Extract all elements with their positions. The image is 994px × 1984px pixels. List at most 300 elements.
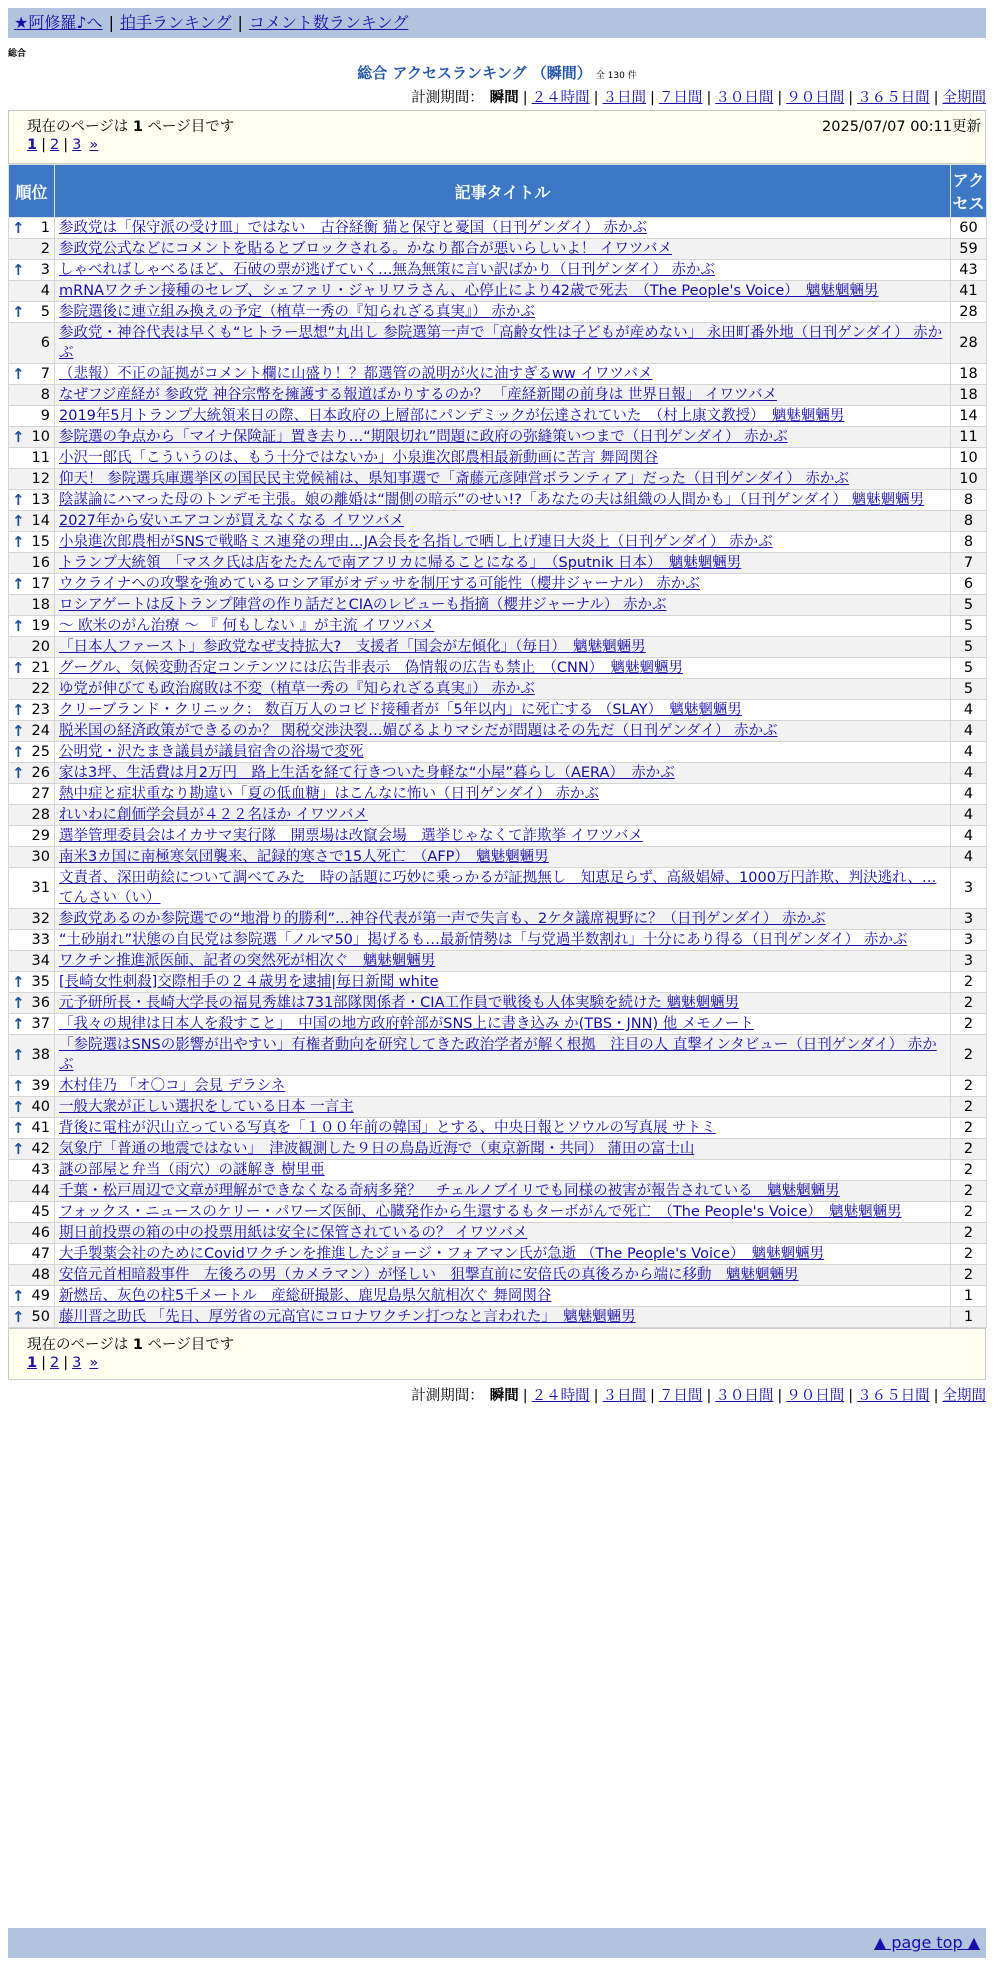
- article-link[interactable]: 気象庁「普通の地震ではない」 津波観測した９日の鳥島近海で（東京新聞・共同） 蒲田の富士山: [59, 1141, 695, 1157]
- access-header: アクセス: [951, 165, 987, 218]
- rank-header: 順位: [9, 165, 55, 218]
- rank-cell: [9, 1307, 55, 1328]
- title-cell: [55, 721, 951, 742]
- access-count: 28: [951, 323, 987, 364]
- access-count: 14: [951, 406, 987, 427]
- rank-up-arrow-icon: ↑: [12, 365, 25, 383]
- article-link[interactable]: 参政党・神谷代表は早くも“ヒトラー思想”丸出し 参院選第一声で「高齢女性は子どもが産めない」 永田町番外地（日刊ゲンダイ） 赤かぶ: [59, 325, 943, 361]
- rank-number: 13: [31, 492, 50, 508]
- article-link[interactable]: 脱米国の経済政策ができるのか？ 関税交渉決裂…媚びるよりマシだが問題はその先だ（日刊ゲンダイ） 赤かぶ: [59, 723, 778, 739]
- title-cell: [55, 364, 951, 385]
- rank-number: 40: [31, 1099, 50, 1115]
- rank-up-arrow-icon: ↑: [12, 261, 25, 279]
- rank-cell: [9, 847, 55, 868]
- table-row: [9, 1244, 987, 1265]
- article-link[interactable]: ～ 欧米のがん治療 ～ 『 何もしない 』が主流 イワツバメ: [59, 618, 435, 634]
- table-row: [9, 1223, 987, 1244]
- article-link[interactable]: [長崎女性刺殺]交際相手の２４歳男を逮捕|毎日新聞 white: [59, 974, 439, 990]
- access-count: 2: [951, 1118, 987, 1139]
- article-link[interactable]: 家は3坪、生活費は月2万円 路上生活を経て行きついた身軽な“小屋”暮らし（AERA） 赤かぶ: [59, 765, 675, 781]
- applause-ranking-link[interactable]: 拍手ランキング: [119, 13, 232, 32]
- next-page-link[interactable]: »: [89, 137, 99, 153]
- title-cell: [55, 847, 951, 868]
- page-link-current[interactable]: 1: [27, 1355, 38, 1371]
- title-cell: [55, 700, 951, 721]
- rank-number: 33: [31, 932, 50, 948]
- table-row: [9, 553, 987, 574]
- title-cell: [55, 1035, 951, 1076]
- access-count: 5: [951, 637, 987, 658]
- page-link-2[interactable]: 2: [49, 1355, 60, 1371]
- access-count: 2: [951, 1035, 987, 1076]
- article-link[interactable]: ウクライナへの攻撃を強めているロシア軍がオデッサを制圧する可能性（櫻井ジャーナル） 赤かぶ: [59, 576, 700, 592]
- title-cell: [55, 1286, 951, 1307]
- title-cell: [55, 1181, 951, 1202]
- article-link[interactable]: 「参院選はSNSの影響が出やすい」有権者動向を研究してきた政治学者が解く根拠 注目の人 直撃インタビュー（日刊ゲンダイ） 赤かぶ: [59, 1037, 937, 1073]
- title-cell: [55, 868, 951, 909]
- rank-number: 49: [31, 1288, 50, 1304]
- article-link[interactable]: しゃべればしゃべるほど、石破の票が逃げていく…無為無策に言い訳ばかり（日刊ゲンダイ） 赤かぶ: [59, 262, 715, 278]
- access-count: 18: [951, 385, 987, 406]
- nav-separator: |: [108, 13, 114, 32]
- article-link[interactable]: 南米3カ国に南極寒気団襲来、記録的寒さで15人死亡 （AFP） 魑魅魍魎男: [59, 849, 549, 865]
- table-row: [9, 260, 987, 281]
- rank-cell: [9, 805, 55, 826]
- rank-number: 2: [40, 241, 50, 257]
- access-count: 8: [951, 511, 987, 532]
- table-row: [9, 1160, 987, 1181]
- table-row: [9, 511, 987, 532]
- rank-cell: [9, 1076, 55, 1097]
- rank-number: 43: [31, 1162, 50, 1178]
- access-count: 10: [951, 469, 987, 490]
- access-count: 41: [951, 281, 987, 302]
- period-current: 瞬間: [489, 1388, 519, 1404]
- table-row: [9, 1265, 987, 1286]
- updated-timestamp: 2025/07/07 00:11更新: [822, 119, 981, 135]
- table-row: [9, 218, 987, 239]
- table-row: [9, 239, 987, 260]
- access-count: 2: [951, 1223, 987, 1244]
- access-count: 1: [951, 1286, 987, 1307]
- rank-up-arrow-icon: ↑: [12, 743, 25, 761]
- page-link-3[interactable]: 3: [72, 137, 82, 153]
- rank-cell: [9, 763, 55, 784]
- table-row: [9, 742, 987, 763]
- period-link-24h[interactable]: ２４時間: [531, 1388, 590, 1404]
- article-link[interactable]: 熱中症と症状重なり勘違い「夏の低血糖」はこんなに怖い（日刊ゲンダイ） 赤かぶ: [59, 786, 599, 802]
- rank-cell: [9, 951, 55, 972]
- rank-number: 36: [31, 995, 50, 1011]
- rank-number: 39: [31, 1078, 50, 1094]
- access-count: 2: [951, 1202, 987, 1223]
- period-link-all[interactable]: 全期間: [942, 90, 986, 106]
- table-row: [9, 784, 987, 805]
- access-count: 10: [951, 448, 987, 469]
- article-link[interactable]: 千葉・松戸周辺で文章が理解ができなくなる奇病多発？ チェルノブイリでも同様の被害が報告されている 魑魅魍魎男: [59, 1183, 840, 1199]
- rank-number: 5: [40, 304, 50, 320]
- access-count: 3: [951, 909, 987, 930]
- article-link[interactable]: 藤川晋之助氏 「先日、厚労省の元高官にコロナワクチン打つなと言われた」 魑魅魍魎男: [59, 1309, 636, 1325]
- article-link[interactable]: 背後に電柱が沢山立っている写真を「１００年前の韓国」とする、中央日報とソウルの写真展 サトミ: [59, 1120, 716, 1136]
- access-count: 4: [951, 805, 987, 826]
- rank-number: 23: [31, 702, 50, 718]
- rank-number: 26: [31, 765, 50, 781]
- article-link[interactable]: 選挙管理委員会はイカサマ実行隊 開票場は改竄会場 選挙じゃなくて詐欺挙 イワツバメ: [59, 828, 643, 844]
- rank-cell: [9, 1139, 55, 1160]
- top-navigation-bar: [8, 8, 986, 38]
- rank-number: 6: [40, 335, 50, 351]
- access-count: 2: [951, 1139, 987, 1160]
- article-link[interactable]: 参政党あるのか参院選での“地滑り的勝利”…神谷代表が第一声で失言も、2ケタ議席視野に？（日刊ゲンダイ） 赤かぶ: [59, 911, 826, 927]
- period-link-365d[interactable]: ３６５日間: [857, 90, 930, 106]
- article-link[interactable]: （悲報）不正の証拠がコメント欄に山盛り！？都選管の説明が火に油すぎるww イワツバメ: [59, 366, 653, 382]
- title-cell: [55, 784, 951, 805]
- rank-number: 10: [31, 429, 50, 445]
- comment-ranking-link[interactable]: コメント数ランキング: [248, 13, 409, 32]
- pagination-box-top: [8, 110, 986, 164]
- rank-up-arrow-icon: ↑: [12, 1119, 25, 1137]
- access-count: 2: [951, 1265, 987, 1286]
- table-row: [9, 1014, 987, 1035]
- title-cell: [55, 448, 951, 469]
- rank-cell: [9, 553, 55, 574]
- period-selector-bottom: 計測期間： 瞬間 | ２４時間 | ３日間 | ７日間 | ３０日間 | ９０日間 | ３６５日間 | 全期間: [411, 1388, 986, 1404]
- rank-cell: [9, 385, 55, 406]
- article-link[interactable]: 参院選後に連立組み換えの予定（植草一秀の『知られざる真実』） 赤かぶ: [59, 304, 535, 320]
- rank-up-arrow-icon: ↑: [12, 1077, 25, 1095]
- article-link[interactable]: 参政党公式などにコメントを貼るとブロックされる。かなり都合が悪いらしいよ！ イワツバメ: [59, 241, 673, 257]
- title-cell: [55, 951, 951, 972]
- article-link[interactable]: 「我々の規律は日本人を殺すこと」 中国の地方政府幹部がSNS上に書き込み か(TBS・JNN) 他 メモノート: [59, 1016, 754, 1032]
- rank-number: 22: [31, 681, 50, 697]
- article-link[interactable]: 謎の部屋と弁当（雨穴）の謎解き 樹里亜: [59, 1162, 325, 1178]
- table-row: [9, 637, 987, 658]
- rank-number: 47: [31, 1246, 50, 1262]
- article-link[interactable]: 一般大衆が正しい選択をしている日本 一言主: [59, 1099, 354, 1115]
- rank-up-arrow-icon: ↑: [12, 303, 25, 321]
- table-row: [9, 323, 987, 364]
- rank-cell: [9, 218, 55, 239]
- article-link[interactable]: ゆ党が伸びても政治腐敗は不変（植草一秀の『知られざる真実』） 赤かぶ: [59, 681, 535, 697]
- rank-cell: [9, 427, 55, 448]
- rank-cell: [9, 323, 55, 364]
- rank-cell: [9, 1223, 55, 1244]
- rank-cell: [9, 281, 55, 302]
- bottom-bar: [8, 1928, 986, 1958]
- article-link[interactable]: 期日前投票の箱の中の投票用紙は安全に保管されているの？ イワツバメ: [59, 1225, 528, 1241]
- ranking-table: [8, 164, 987, 1328]
- rank-cell: [9, 721, 55, 742]
- rank-up-arrow-icon: ↑: [12, 512, 25, 530]
- rank-number: 46: [31, 1225, 50, 1241]
- rank-number: 11: [31, 450, 50, 466]
- article-link[interactable]: トランプ大統領 「マスク氏は店をたたんで南アフリカに帰ることになる」 （Sputnik 日本） 魑魅魍魎男: [59, 555, 742, 571]
- rank-number: 28: [31, 807, 50, 823]
- table-row: [9, 490, 987, 511]
- access-count: 2: [951, 1244, 987, 1265]
- title-cell: [55, 616, 951, 637]
- article-link[interactable]: 元予研所長・長崎大学長の福見秀雄は731部隊関係者・CIA工作員で戦後も人体実験を続けた 魑魅魍魎男: [59, 995, 740, 1011]
- access-count: 8: [951, 490, 987, 511]
- table-row: [9, 679, 987, 700]
- access-count: 2: [951, 993, 987, 1014]
- article-link[interactable]: 仰天！ 参院選兵庫選挙区の国民民主党候補は、県知事選で「斎藤元彦陣営ボランティア」だった（日刊ゲンダイ） 赤かぶ: [59, 471, 849, 487]
- article-link[interactable]: なぜフジ産経が 参政党 神谷宗幣を擁護する報道ばかりするのか？ 「産経新聞の前身は 世界日報」 イワツバメ: [59, 387, 778, 403]
- rank-number: 35: [31, 974, 50, 990]
- rank-number: 21: [31, 660, 50, 676]
- article-link[interactable]: 陰謀論にハマった母のトンデモ主張。娘の離婚は“闇側の暗示”のせい!?「あなたの夫は組織の人間かも」（日刊ゲンダイ） 魑魅魍魎男: [59, 492, 925, 508]
- rank-cell: [9, 658, 55, 679]
- title-cell: [55, 1244, 951, 1265]
- title-cell: [55, 805, 951, 826]
- access-count: 11: [951, 427, 987, 448]
- table-row: [9, 595, 987, 616]
- article-link[interactable]: 大手製薬会社のためにCovidワクチンを推進したジョージ・フォアマン氏が急逝 （The People's Voice） 魑魅魍魎男: [59, 1246, 825, 1262]
- table-row: [9, 1181, 987, 1202]
- title-cell: [55, 302, 951, 323]
- article-link[interactable]: グーグル、気候変動否定コンテンツには広告非表示 偽情報の広告も禁止 （CNN） 魑魅魍魎男: [59, 660, 683, 676]
- table-row: [9, 847, 987, 868]
- table-row: [9, 993, 987, 1014]
- access-count: 18: [951, 364, 987, 385]
- table-row: [9, 406, 987, 427]
- title-cell: [55, 469, 951, 490]
- article-link[interactable]: “土砂崩れ”状態の自民党は参院選「ノルマ50」掲げるも…最新情勢は「与党過半数割れ」十分にあり得る（日刊ゲンダイ） 赤かぶ: [59, 932, 908, 948]
- rank-cell: [9, 1160, 55, 1181]
- period-link-90d[interactable]: ９０日間: [786, 90, 845, 106]
- rank-number: 14: [31, 513, 50, 529]
- rank-number: 1: [40, 220, 50, 236]
- table-row: [9, 448, 987, 469]
- rank-number: 31: [31, 880, 50, 896]
- rank-cell: [9, 784, 55, 805]
- access-count: 2: [951, 1097, 987, 1118]
- rank-cell: [9, 993, 55, 1014]
- table-row: [9, 469, 987, 490]
- rank-number: 38: [31, 1047, 50, 1063]
- rank-number: 37: [31, 1016, 50, 1032]
- table-row: [9, 302, 987, 323]
- table-row: [9, 364, 987, 385]
- rank-cell: [9, 826, 55, 847]
- rank-up-arrow-icon: ↑: [12, 994, 25, 1012]
- access-count: 5: [951, 616, 987, 637]
- title-cell: [55, 1265, 951, 1286]
- rank-number: 3: [40, 262, 50, 278]
- rank-cell: [9, 930, 55, 951]
- rank-number: 27: [31, 786, 50, 802]
- table-row: [9, 574, 987, 595]
- rank-up-arrow-icon: ↑: [12, 575, 25, 593]
- access-count: 1: [951, 1307, 987, 1328]
- article-link[interactable]: ワクチン推進派医師、記者の突然死が相次ぐ 魑魅魍魎男: [59, 953, 436, 969]
- rank-cell: [9, 679, 55, 700]
- rank-up-arrow-icon: ↑: [12, 701, 25, 719]
- rank-up-arrow-icon: ↑: [12, 1046, 25, 1064]
- period-link-90d[interactable]: ９０日間: [786, 1388, 845, 1404]
- period-link-3d[interactable]: ３日間: [602, 90, 647, 106]
- article-link[interactable]: フォックス・ニュースのケリー・パワーズ医師、心臓発作から生還するもターボがんで死亡 （The People's Voice） 魑魅魍魎男: [59, 1204, 902, 1220]
- title-cell: [55, 763, 951, 784]
- rank-up-arrow-icon: ↑: [12, 659, 25, 677]
- rank-cell: [9, 532, 55, 553]
- category-label: 総合: [8, 49, 27, 59]
- period-link-365d[interactable]: ３６５日間: [857, 1388, 930, 1404]
- rank-cell: [9, 1118, 55, 1139]
- period-selector-top: 計測期間： 瞬間 | ２４時間 | ３日間 | ７日間 | ３０日間 | ９０日間 | ３６５日間 | 全期間: [411, 90, 986, 106]
- rank-cell: [9, 1014, 55, 1035]
- next-page-link[interactable]: »: [89, 1355, 99, 1371]
- title-cell: [55, 1118, 951, 1139]
- access-count: 2: [951, 1160, 987, 1181]
- title-cell: [55, 930, 951, 951]
- period-link-3d[interactable]: ３日間: [602, 1388, 647, 1404]
- article-link[interactable]: れいわに創価学会員が４２２名ほか イワツバメ: [59, 807, 368, 823]
- rank-number: 17: [31, 576, 50, 592]
- access-count: 4: [951, 826, 987, 847]
- table-row: [9, 909, 987, 930]
- table-row: [9, 1307, 987, 1328]
- title-cell: [55, 1097, 951, 1118]
- rank-cell: [9, 469, 55, 490]
- rank-number: 18: [31, 597, 50, 613]
- title-cell: [55, 1160, 951, 1181]
- rank-number: 41: [31, 1120, 50, 1136]
- page-link-current[interactable]: 1: [27, 137, 38, 153]
- access-count: 4: [951, 763, 987, 784]
- access-count: 60: [951, 218, 987, 239]
- title-cell: [55, 553, 951, 574]
- period-link-30d[interactable]: ３０日間: [715, 90, 774, 106]
- current-page-text: 現在のページは 1 ページ目です: [27, 119, 235, 135]
- table-row: [9, 427, 987, 448]
- rank-number: 48: [31, 1267, 50, 1283]
- access-count: 6: [951, 574, 987, 595]
- period-link-30d[interactable]: ３０日間: [715, 1388, 774, 1404]
- article-link[interactable]: クリーブランド・クリニック： 数百万人のコビド接種者が「5年以内」に死亡する （SLAY） 魑魅魍魎男: [59, 702, 742, 718]
- access-count: 4: [951, 847, 987, 868]
- access-count: 2: [951, 1076, 987, 1097]
- title-cell: [55, 595, 951, 616]
- period-link-7d[interactable]: ７日間: [658, 1388, 703, 1404]
- title-cell: [55, 909, 951, 930]
- article-link[interactable]: 小泉進次郎農相がSNSで戦略ミス連発の理由…JA会長を名指しで晒し上げ連日大炎上（日刊ゲンダイ） 赤かぶ: [59, 534, 773, 550]
- rank-cell: [9, 490, 55, 511]
- rank-number: 20: [31, 639, 50, 655]
- rank-up-arrow-icon: ↑: [12, 1015, 25, 1033]
- rank-number: 4: [40, 283, 50, 299]
- rank-number: 34: [31, 953, 50, 969]
- page-link-2[interactable]: 2: [49, 137, 60, 153]
- nav-separator: |: [237, 13, 243, 32]
- rank-cell: [9, 1181, 55, 1202]
- rank-number: 19: [31, 618, 50, 634]
- rank-up-arrow-icon: ↑: [12, 1287, 25, 1305]
- access-count: 28: [951, 302, 987, 323]
- title-cell: [55, 658, 951, 679]
- article-link[interactable]: 「日本人ファースト」参政党なぜ支持拡大? 支援者「国会が左傾化」（毎日） 魑魅魍魎男: [59, 639, 646, 655]
- table-row: [9, 1202, 987, 1223]
- rank-number: 45: [31, 1204, 50, 1220]
- title-cell: [55, 532, 951, 553]
- article-link[interactable]: 安倍元首相暗殺事件 左後ろの男（カメラマン）が怪しい 狙撃直前に安倍氏の真後ろから端に移動 魑魅魍魎男: [59, 1267, 799, 1283]
- title-cell: [55, 260, 951, 281]
- current-page-text: 現在のページは 1 ページ目です: [27, 1337, 235, 1353]
- rank-cell: [9, 616, 55, 637]
- access-count: 4: [951, 700, 987, 721]
- title-cell: [55, 281, 951, 302]
- rank-up-arrow-icon: ↑: [12, 1098, 25, 1116]
- rank-cell: [9, 302, 55, 323]
- period-link-7d[interactable]: ７日間: [658, 90, 703, 106]
- rank-number: 24: [31, 723, 50, 739]
- rank-up-arrow-icon: ↑: [12, 1140, 25, 1158]
- article-link[interactable]: mRNAワクチン接種のセレブ、シェファリ・ジャリワラさん、心停止により42歳で死去 （The People's Voice） 魑魅魍魎男: [59, 283, 879, 299]
- title-cell: [55, 742, 951, 763]
- article-link[interactable]: 木村佳乃 「オ〇コ」会見 デラシネ: [59, 1078, 286, 1094]
- title-cell: [55, 826, 951, 847]
- page-top-link[interactable]: ▲ page top ▲: [873, 1933, 980, 1952]
- rank-up-arrow-icon: ↑: [12, 533, 25, 551]
- pagination-box-bottom: [8, 1328, 986, 1380]
- rank-cell: [9, 406, 55, 427]
- table-row: [9, 532, 987, 553]
- article-link[interactable]: 2027年から安いエアコンが買えなくなる イワツバメ: [59, 513, 404, 529]
- page-link-3[interactable]: 3: [72, 1355, 82, 1371]
- rank-up-arrow-icon: ↑: [12, 1308, 25, 1326]
- rank-cell: [9, 1265, 55, 1286]
- period-link-24h[interactable]: ２４時間: [531, 90, 590, 106]
- rank-number: 50: [31, 1309, 50, 1325]
- title-header: 記事タイトル: [55, 165, 951, 218]
- article-link[interactable]: 公明党・沢たまき議員が議員宿舎の浴場で変死: [59, 744, 364, 760]
- rank-cell: [9, 448, 55, 469]
- table-row: [9, 868, 987, 909]
- period-label: 計測期間：: [411, 1388, 484, 1404]
- rank-cell: [9, 239, 55, 260]
- rank-cell: [9, 260, 55, 281]
- table-row: [9, 930, 987, 951]
- article-link[interactable]: 文責者、深田萌絵について調べてみた 時の話題に巧妙に乗っかるが証拠無し 知恵足らず、高級娼婦、1000万円詐欺、判決逃れ、… てんさい（い）: [59, 870, 937, 906]
- article-link[interactable]: 小沢一郎氏「こういうのは、もう十分ではないか」小泉進次郎農相最新動画に苦言 舞岡関谷: [59, 450, 659, 466]
- article-link[interactable]: 参院選の争点から「マイナ保険証」置き去り…“期限切れ”問題に政府の弥縫策いつまで（日刊ゲンダイ） 赤かぶ: [59, 429, 788, 445]
- access-count: 4: [951, 742, 987, 763]
- table-row: [9, 826, 987, 847]
- access-count: 5: [951, 658, 987, 679]
- access-count: 5: [951, 595, 987, 616]
- rank-cell: [9, 574, 55, 595]
- table-row: [9, 1035, 987, 1076]
- article-link[interactable]: 2019年5月トランプ大統領来日の際、日本政府の上層部にパンデミックが伝達されていた （村上康文教授） 魑魅魍魎男: [59, 408, 845, 424]
- table-row: [9, 1286, 987, 1307]
- rank-cell: [9, 1202, 55, 1223]
- home-link[interactable]: ★阿修羅♪へ: [14, 13, 103, 32]
- rank-number: 42: [31, 1141, 50, 1157]
- access-count: 3: [951, 951, 987, 972]
- article-link[interactable]: 参政党は「保守派の受け皿」ではない 古谷経衡 猫と保守と憂国（日刊ゲンダイ） 赤かぶ: [59, 220, 648, 236]
- rank-up-arrow-icon: ↑: [12, 973, 25, 991]
- title-cell: [55, 574, 951, 595]
- title-cell: [55, 239, 951, 260]
- page-title: [0, 62, 994, 83]
- access-count: 3: [951, 930, 987, 951]
- rank-cell: [9, 595, 55, 616]
- period-link-all[interactable]: 全期間: [942, 1388, 986, 1404]
- access-count: 43: [951, 260, 987, 281]
- article-link[interactable]: 新燃岳、灰色の柱5千メートル 産総研撮影、鹿児島県欠航相次ぐ 舞岡関谷: [59, 1288, 552, 1304]
- article-link[interactable]: ロシアゲートは反トランプ陣営の作り話だとCIAのレビューも指摘（櫻井ジャーナル） 赤かぶ: [59, 597, 667, 613]
